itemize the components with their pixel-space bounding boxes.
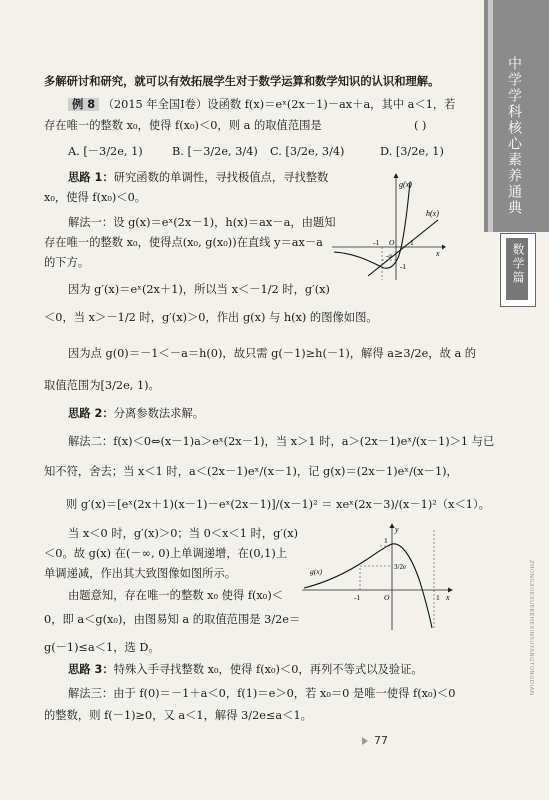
g1-tick-1: 1 [410,238,414,247]
solution-2-d: 当 x＜0 时，g′(x)＞0；当 0＜x＜1 时，g′(x) [68,527,299,540]
idea-2-line [68,406,204,421]
g1-label-neg-a: -a [386,252,392,260]
graph-g-sep [298,522,456,632]
solution-3-a: 解法三：由于 f(0)＝－1＋a＜0，f(1)＝e＞0，若 x₀＝0 是唯一使得 f(x₀)＜0 [68,687,456,700]
solution-2-b: 知不符，舍去；当 x＜1 时，a＜(2x－1)eˣ/(x－1)，记 g(x)＝(2x－1)eˣ/(x－1)， [44,465,458,478]
solution-2-f: 单调递减，作出其大致图像如图所示。 [44,567,237,580]
idea-2-text: 分离参数法求解。 [113,407,205,420]
g2-label-y: y [395,525,399,534]
example-label: 例 8 [68,98,99,111]
side-tab-strip [488,0,493,232]
option-c: C. [3/2e, 3/4) [270,145,345,158]
solution-3-b: 的整数，则 f(－1)≥0，又 a＜1，解得 3/2e≤a＜1。 [44,709,312,722]
idea-1-text-2: x₀，使得 f(x₀)＜0。 [44,191,147,204]
g2-label-3-2e: 3/2e [394,563,407,571]
g1-tick-o: O [389,238,395,247]
option-a: A. [－3/2e, 1) [68,145,143,158]
idea-3-line [68,662,423,677]
option-b: B. [－3/2e, 3/4) [172,145,258,158]
idea-1-line [68,170,328,185]
g1-label-y-neg1: -1 [400,263,406,271]
g2-label-gx: g(x) [310,567,323,576]
solution-2-g: 由题意知，存在唯一的整数 x₀ 使得 f(x₀)＜ [68,589,284,602]
g2-label-1: 1 [384,536,388,545]
answer-paren: ( ) [414,119,427,132]
solution-1-g: 取值范围为[3/2e, 1)。 [44,379,160,392]
example-line-1 [68,97,455,112]
solution-2-h: 0，即 a＜g(x₀)，由图易知 a 的取值范围是 3/2e＝ [44,613,301,626]
solution-1-a: 解法一：设 g(x)＝eˣ(2x－1)，h(x)＝ax－a，由题知 [68,216,336,229]
example-text-1: （2015 年全国Ⅰ卷）设函数 f(x)＝eˣ(2x－1)－ax＋a，其中 a＜1，若 [102,98,456,111]
idea-3-text: 特殊入手寻找整数 x₀，使得 f(x₀)＜0，再列不等式以及验证。 [113,663,423,676]
g1-curve-g [334,182,410,268]
solution-2-a: 解法二：f(x)＜0⇔(x－1)a＞eˣ(2x－1)，当 x＞1 时，a＞(2x－1)eˣ/(x－1)＞1 与已 [68,435,495,448]
g1-label-hx: h(x) [426,209,439,218]
g2-tick-o: O [384,593,390,602]
g2-tick-neg1: -1 [354,593,361,602]
graph-g-h [330,172,446,282]
series-title: 中学学科核心素养通典 [506,56,522,216]
section-title: 数学篇 [511,243,525,285]
g1-tick-neg1: -1 [373,238,380,247]
solution-2-c: 则 g′(x)＝[eˣ(2x＋1)(x－1)－eˣ(2x－1)]/(x－1)² ＝ xeˣ(2x－3)/(x－1)²（x＜1）。 [66,498,490,511]
idea-1-label: 思路 1： [68,171,114,184]
pinyin-vertical: ZHONGXUEXUEKEHEXINSUYANGTONGDIAN [528,560,534,696]
g2-tick-1: 1 [436,593,440,602]
solution-2-i: g(－1)≤a＜1，选 D。 [44,641,160,654]
g2-label-x: x [446,593,450,602]
g1-label-x: x [436,249,440,258]
option-d: D. [3/2e, 1) [380,145,444,158]
solution-1-b: 存在唯一的整数 x₀，使得点(x₀, g(x₀))在直线 y＝ax－a [44,236,323,249]
solution-1-e: ＜0，当 x＞－1/2 时，g′(x)＞0，作出 g(x) 与 h(x) 的图像如图。 [44,311,378,324]
intro-line: 多解研讨和研究，就可以有效拓展学生对于数学运算和数学知识的认识和理解。 [44,75,440,88]
g2-curve [304,544,432,628]
g1-label-gx: g(x) [399,180,412,189]
solution-1-c: 的下方。 [44,256,90,269]
solution-2-e: ＜0。故 g(x) 在(－∞, 0)上单调递增，在(0,1)上 [44,547,288,560]
idea-2-label: 思路 2： [68,407,114,420]
example-line-2: 存在唯一的整数 x₀，使得 f(x₀)＜0，则 a 的取值范围是 [44,119,322,132]
idea-1-text: 研究函数的单调性，寻找极值点，寻找整数 [113,171,329,184]
idea-3-label: 思路 3： [68,663,114,676]
page-marker-icon [362,737,368,745]
page-number: 77 [374,734,388,747]
solution-1-d: 因为 g′(x)＝eˣ(2x＋1)，所以当 x＜－1/2 时，g′(x) [68,283,330,296]
solution-1-f: 因为点 g(0)＝－1＜－a＝h(0)，故只需 g(－1)≥h(－1)，解得 a≥3/2e，故 a 的 [68,347,477,360]
